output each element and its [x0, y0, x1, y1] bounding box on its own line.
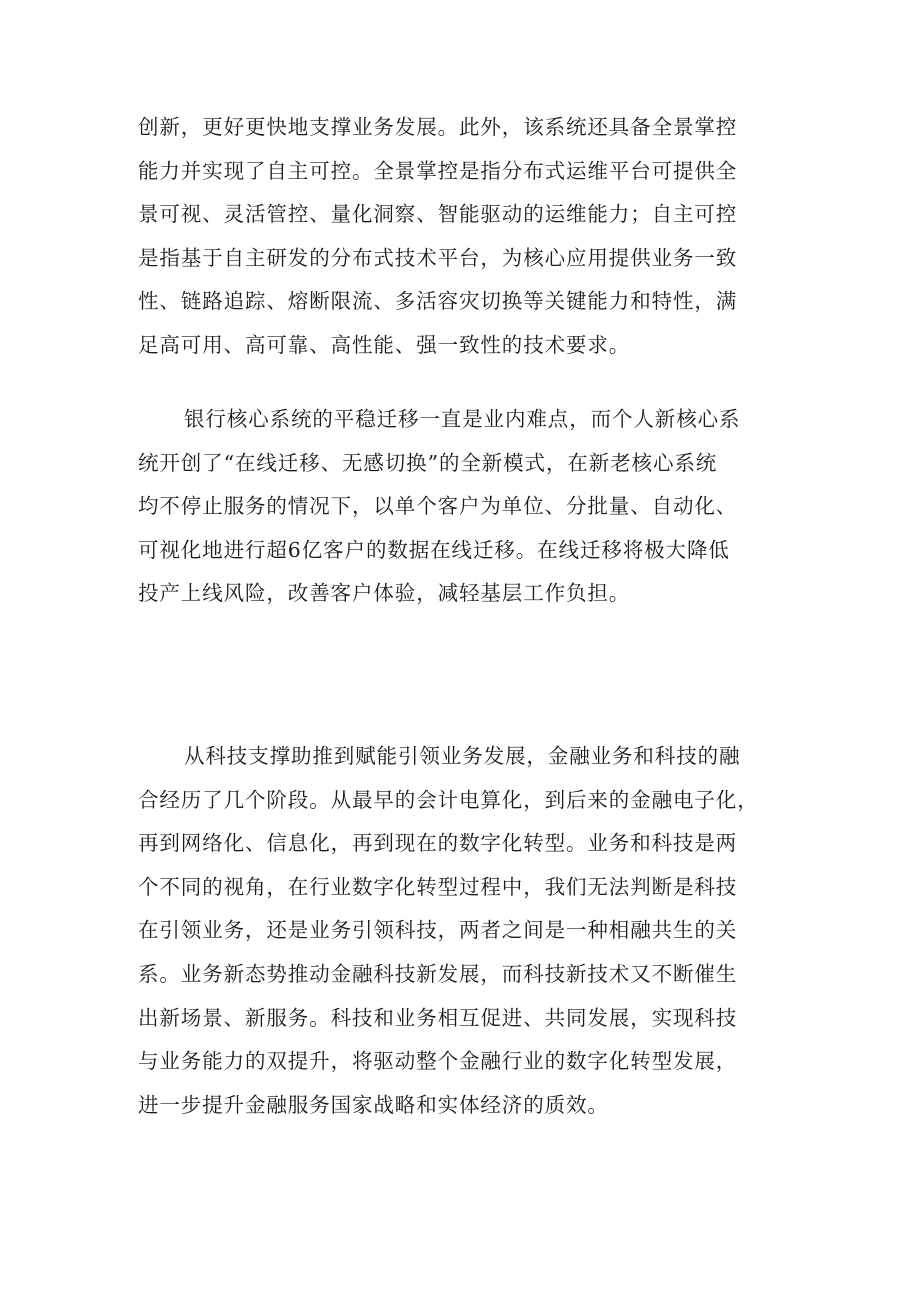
text-line: 个不同的视角，在行业数字化转型过程中，我们无法判断是科技: [138, 874, 738, 899]
paragraph-2: [138, 398, 798, 616]
text-line: 足高可用、高可靠、高性能、强一致性的技术要求。: [138, 332, 631, 357]
text-line: 从科技支撑助推到赋能引领业务发展，金融业务和科技的融: [184, 744, 741, 768]
paragraph-3: [138, 735, 798, 1127]
text-line: 是指基于自主研发的分布式技术平台，为核心应用提供业务一致: [138, 245, 738, 270]
text-line: 投产上线风险，改善客户体验，减轻基层工作负担。: [138, 581, 631, 606]
text-line: 能力并实现了自主可控。全景掌控是指分布式运维平台可提供全: [138, 158, 738, 183]
text-line: 均不停止服务的情况下，以单个客户为单位、分批量、自动化、: [138, 494, 738, 519]
paragraph-1: [138, 106, 798, 368]
text-line: 再到网络化、信息化，再到现在的数字化转型。业务和科技是两: [138, 831, 738, 856]
text-line: 与业务能力的双提升，将驱动整个金融行业的数字化转型发展，: [138, 1049, 738, 1074]
text-line: 创新，更好更快地支撑业务发展。此外，该系统还具备全景掌控: [138, 115, 738, 139]
text-line: 进一步提升金融服务国家战略和实体经济的质效。: [138, 1092, 609, 1117]
text-line: 系。业务新态势推动金融科技新发展，而科技新技术又不断催生: [138, 961, 738, 986]
text-line: 在引领业务，还是业务引领科技，两者之间是一种相融共生的关: [138, 918, 738, 943]
text-line: 合经历了几个阶段。从最早的会计电算化，到后来的金融电子化，: [138, 787, 759, 812]
text-line: 银行核心系统的平稳迁移一直是业内难点，而个人新核心系: [184, 407, 741, 431]
text-line: 性、链路追踪、熔断限流、多活容灾切换等关键能力和特性，满: [138, 289, 738, 314]
text-line: 出新场景、新服务。科技和业务相互促进、共同发展，实现科技: [138, 1005, 738, 1030]
text-line: 可视化地进行超6亿客户的数据在线迁移。在线迁移将极大降低: [138, 537, 730, 562]
text-line: 景可视、灵活管控、量化洞察、智能驱动的运维能力；自主可控: [138, 202, 738, 227]
text-line: 统开创了“在线迁移、无感切换”的全新模式，在新老核心系统: [138, 450, 718, 475]
